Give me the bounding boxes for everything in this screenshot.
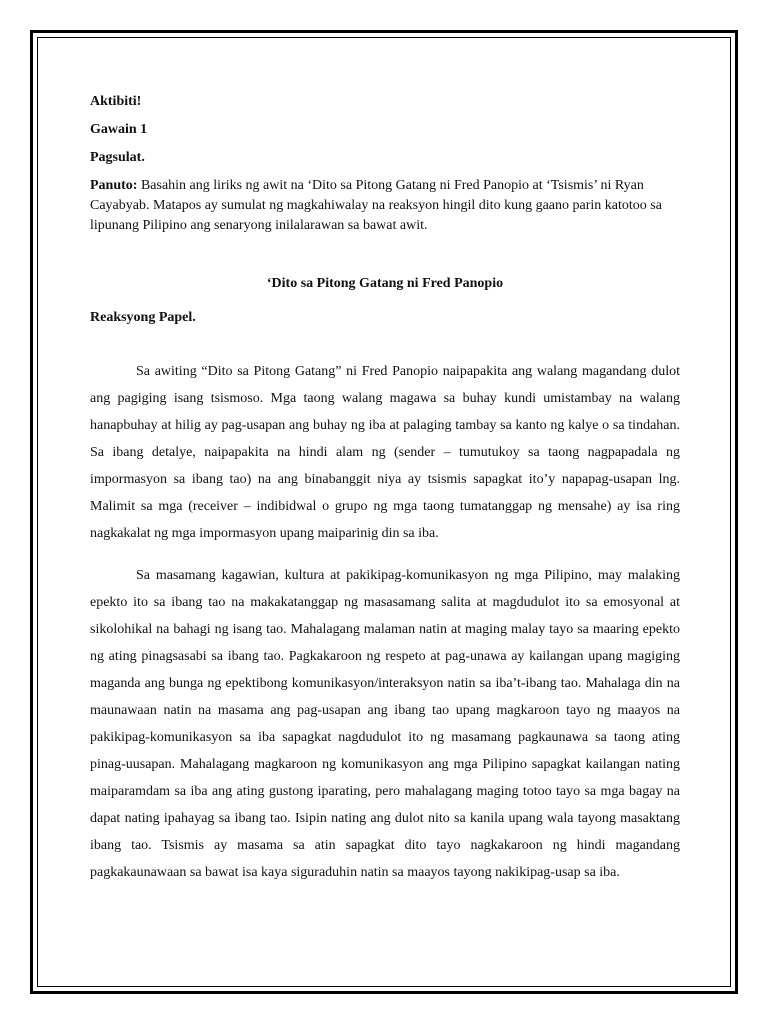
document-body (90, 92, 680, 886)
heading-gawain: Gawain 1 (90, 122, 148, 137)
instructions-paragraph (90, 176, 680, 236)
heading-pagsulat: Pagsulat. (90, 150, 145, 165)
instructions-label: Panuto: (90, 178, 138, 193)
section-title: Reaksyong Papel. (90, 310, 196, 325)
song-title: ‘Dito sa Pitong Gatang ni Fred Panopio (266, 276, 504, 291)
body-paragraph-1: Sa awiting “Dito sa Pitong Gatang” ni Fred Panopio naipapakita ang walang magandang dulot ang pagiging isang tsismoso. Mga taong walang magawa sa buhay kundi umistambay na walang hanapbuhay at hilig ay pag-usapan ang buhay ng iba at palaging tambay sa kanto ng kalye o sa tindahan. Sa ibang detalye, naipapakita na hindi alam ng (sender – tumutukoy sa taong nagpapadala ng impormasyon sa ibang tao) na ang binabanggit niya ay tsismis sapagkat ito’y napapag-usapan lng. Malimit sa mga (receiver – indibidwal o grupo ng mga taong tumatanggap ng mensahe) ay isa ring nagkakalat ng mga impormasyon upang maiparinig din sa iba. (90, 364, 680, 541)
instructions-text: Basahin ang liriks ng awit na ‘Dito sa Pitong Gatang ni Fred Panopio at ‘Tsismis’ ni Ryan Cayabyab. Matapos ay sumulat ng magkahiwalay na reaksyon hingil dito kung gaano parin katotoo sa lipunang Pilipino ang senaryong inilalarawan sa bawat awit. (90, 178, 662, 233)
body-paragraph-2: Sa masamang kagawian, kultura at pakikipag-komunikasyon ng mga Pilipino, may malaking epekto ito sa ibang tao na makakatanggap ng masasamang salita at magdudulot ito sa emosyonal at sikolohikal na bahagi ng isang tao. Mahalagang malaman natin at maging malay tayo sa maaring epekto ng ating pinagsasabi sa ibang tao. Pagkakaroon ng respeto at pag-unawa ay kailangan upang magiging maganda ang bunga ng epektibong komunikasyon/interaksyon natin sa iba’t-ibang tao. Mahalaga din na maunawaan natin na masama ang pag-usapan ang ibang tao upang magkaroon tayo ng maayos na pakikipag-komunikasyon sa iba sapagkat nagdudulot ito ng masamang pagkaunawa sa taong ating pinag-uusapan. Mahalagang magkaroon ng komunikasyon ang mga Pilipino sapagkat kailangan nating maiparamdam sa iba ang ating gustong iparating, pero mahalagang maging totoo tayo sa mga bagay na dapat nating ipahayag sa ibang tao. Isipin nating ang dulot nito sa kanila upang wala tayong masaktang ibang tao. Tsismis ay masama sa atin sapagkat dito tayo nagkakaroon ng hindi magandang pagkakaunawaan sa bawat isa kaya siguraduhin natin sa maayos tayong nakikipag-usap sa iba. (90, 568, 680, 880)
heading-aktibiti: Aktibiti! (90, 94, 142, 109)
